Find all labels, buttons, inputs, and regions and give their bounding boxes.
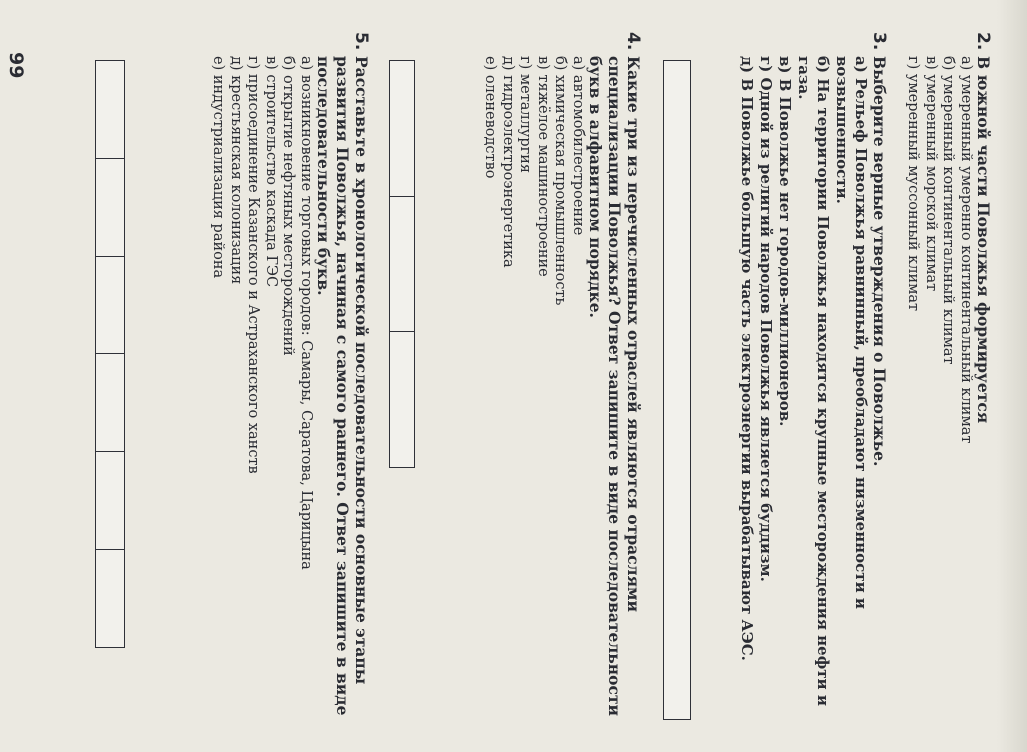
option: а) умеренный умеренно континентальный климат [958,56,974,444]
question-4 [481,32,643,726]
option: е) индустриализация района [210,56,227,279]
option: в) умеренный морской климат [923,56,939,292]
option: б) открытие нефтяных месторождений [280,56,297,356]
question-number: 3. [869,32,889,51]
answer-cell[interactable] [96,452,124,550]
page-number: 99 [5,52,27,79]
page-edge-shadow [997,0,1027,752]
option: д) крестьянская колонизация [228,56,244,285]
option: г) Одной из религий народов Поволжья является буддизм. [757,56,775,582]
option: в) В Поволжье нет городов-миллионеров. [776,56,794,427]
answer-cell[interactable] [96,257,124,355]
option: г) умеренный муссонный климат [905,56,922,312]
question-3 [737,32,889,726]
question-number: 2. [973,32,993,51]
answer-cell[interactable] [96,354,124,452]
question-2 [904,32,993,726]
answer-cell[interactable] [96,61,124,159]
option: д) В Поволжье большую часть электроэнергии вырабатывают АЭС. [738,56,756,661]
question-5 [209,32,371,726]
question-text: Выберите верные утверждения о Поволжье. [870,56,889,467]
option: а) автомобилестроение [570,56,586,236]
answer-cell[interactable] [96,159,124,257]
answer-cells-q5 [95,60,125,648]
question-text: Какие три из перечисленных отраслей являются отраслями специализации Поволжья? Ответ запишите в виде последовательности букв в алфавитном порядке. [586,56,643,717]
question-text: Расставьте в хронологической последовательности основные этапы развития Поволжья, начиная с самого раннего. Ответ запишите в виде последовательности букв. [314,56,371,716]
option: б) На территории Поволжья находятся крупные месторождения нефти и газа. [795,56,832,706]
option: г) присоединение Казанского и Астраханского ханств [245,56,262,474]
answer-cell[interactable] [390,197,414,333]
question-text: В южной части Поволжья формируется [974,56,993,424]
option: а) возникновение торговых городов: Самары, Саратова, Царицына [298,56,314,570]
option: а) Рельеф Поволжья равнинный, преобладают низменности и возвышенности. [833,56,870,610]
answer-cell[interactable] [96,550,124,647]
option: е) оленеводство [482,56,499,179]
option: в) строительство каскада ГЭС [263,56,279,288]
option: б) умеренный континентальный климат [940,56,957,365]
answer-cell[interactable] [390,61,414,197]
question-number: 5. [351,32,371,51]
answer-cells-q4 [389,60,415,468]
option: д) гидроэлектроэнергетика [500,56,516,268]
option: б) химическая промышленность [552,56,569,306]
answer-box-q3[interactable] [663,60,691,720]
answer-cell[interactable] [390,332,414,467]
option: г) металлургия [517,56,534,174]
question-number: 4. [623,32,643,51]
option: в) тяжёлое машиностроение [535,56,551,277]
